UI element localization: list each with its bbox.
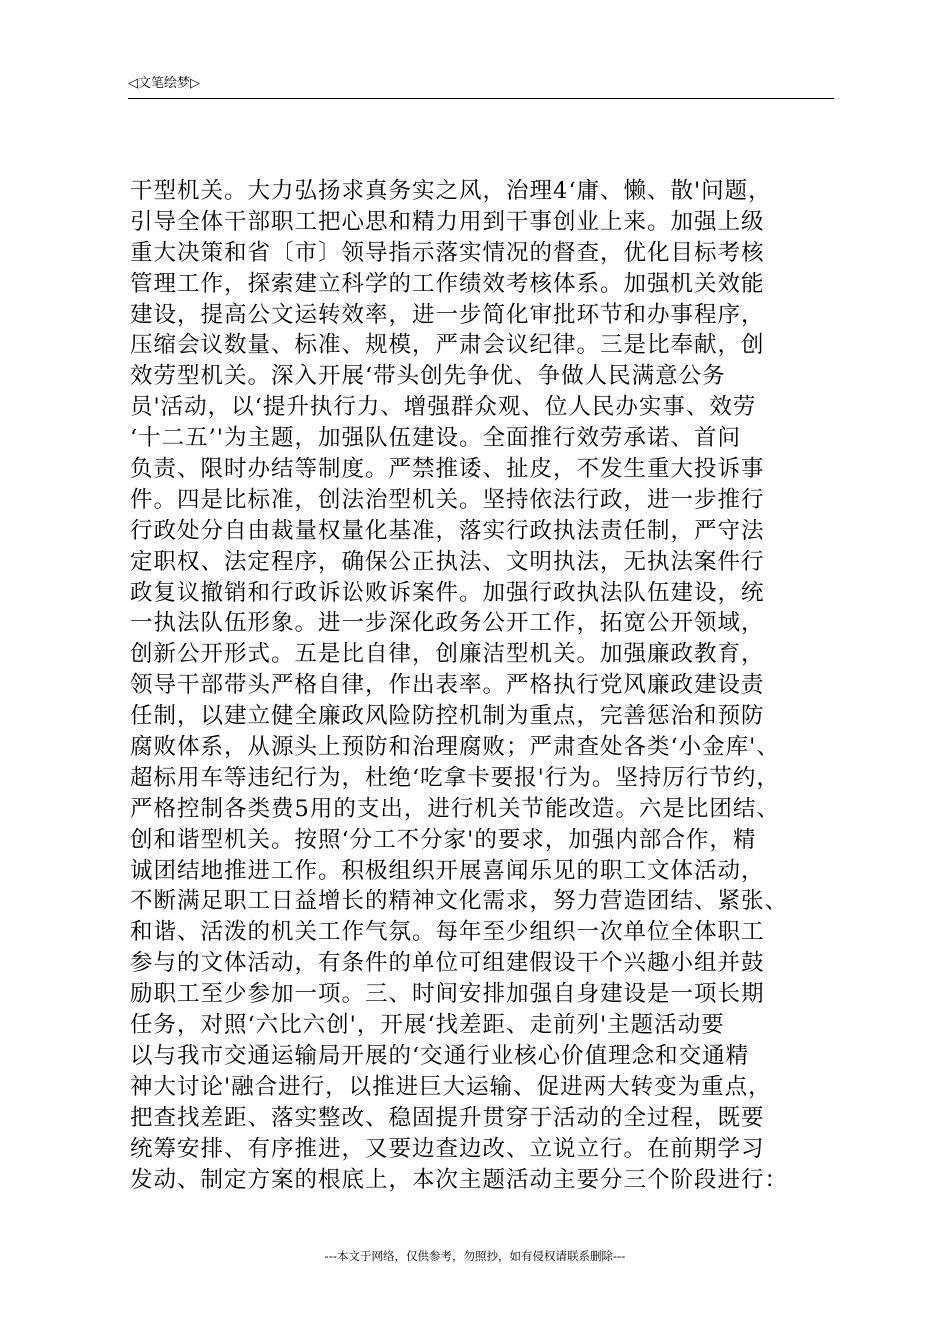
body-line: 件。四是比标准，创法治型机关。坚持依法行政，进一步推行 xyxy=(130,486,765,513)
body-line: 定职权、法定程序，确保公正执法、文明执法，无执法案件行 xyxy=(130,548,765,575)
page-header xyxy=(128,72,834,99)
body-line: 政复议撤销和行政诉讼败诉案件。加强行政执法队伍建设，统 xyxy=(130,579,765,606)
document-body xyxy=(130,176,850,1195)
body-line: 创和谐型机关。按照‘分工不分家'的要求，加强内部合作，精 xyxy=(130,826,757,853)
body-line: 诚团结地推进工作。积极组织开展喜闻乐见的职工文体活动， xyxy=(130,857,765,884)
body-line: 参与的文体活动，有条件的单位可组建假设干个兴趣小组并鼓 xyxy=(130,950,765,977)
page-footer: ---本文于网络，仅供参考，勿照抄，如有侵权请联系删除--- xyxy=(324,1249,626,1263)
body-line: 领导干部带头严格自律，作出表率。严格执行党风廉政建设责 xyxy=(130,672,765,699)
body-line: 任务，对照‘六比六创'，开展‘找差距、走前列'主题活动要 xyxy=(130,1012,725,1039)
body-line: 创新公开形式。五是比自律，创廉洁型机关。加强廉政教育， xyxy=(130,641,765,668)
body-line: 以与我市交通运输局开展的‘交通行业核心价值理念和交通精 xyxy=(130,1042,750,1069)
body-line: 一执法队伍形象。进一步深化政务公开工作，拓宽公开领域， xyxy=(130,610,765,637)
body-line: 腐败体系，从源头上预防和治理腐败；严肃查处各类‘小金库'、 xyxy=(130,734,780,761)
body-line: 引导全体干部职工把心思和精力用到干事创业上来。加强上级 xyxy=(130,208,765,235)
body-line: 重大决策和省〔市〕领导指示落实情况的督查，优化目标考核 xyxy=(130,239,765,266)
body-line: 建设，提高公文运转效率，进一步简化审批环节和办事程序， xyxy=(130,301,765,328)
body-line: 励职工至少参加一项。三、时间安排加强自身建设是一项长期 xyxy=(130,981,765,1008)
header-title: ◁文笔绘梦▷ xyxy=(128,76,200,91)
body-line: 发动、制定方案的根底上，本次主题活动主要分三个阶段进行： xyxy=(130,1166,789,1193)
body-line: 管理工作，探索建立科学的工作绩效考核体系。加强机关效能 xyxy=(130,270,765,297)
body-line: 员'活动，以‘提升执行力、增强群众观、位人民办实事、效劳 xyxy=(130,394,757,421)
body-line: ‘十二五’'为主题，加强队伍建设。全面推行效劳承诺、首问 xyxy=(130,425,741,452)
body-line: 不断满足职工日益增长的精神文化需求，努力营造团结、紧张、 xyxy=(130,888,789,915)
body-line: 效劳型机关。深入开展‘带头创先争优、争做人民满意公务 xyxy=(130,363,726,390)
body-line: 和谐、活泼的机关工作气氛。每年至少组织一次单位全体职工 xyxy=(130,919,765,946)
body-line: 严格控制各类费5用的支出，进行机关节能改造。六是比团结、 xyxy=(130,795,780,822)
body-line: 行政处分自由裁量权量化基准，落实行政执法责任制，严守法 xyxy=(130,517,765,544)
body-line: 压缩会议数量、标准、规模，严肃会议纪律。三是比奉献，创 xyxy=(130,332,765,359)
body-line: 超标用车等违纪行为，杜绝‘吃拿卡要报'行为。坚持厉行节约， xyxy=(130,764,780,791)
body-line: 神大讨论'融合进行，以推进巨大运输、促进两大转变为重点， xyxy=(130,1073,772,1100)
body-line: 任制，以建立健全廉政风险防控机制为重点，完善惩治和预防 xyxy=(130,703,765,730)
body-line: 干型机关。大力弘扬求真务实之风，治理4‘庸、懒、散'问题， xyxy=(130,178,772,204)
body-line: 把查找差距、落实整改、稳固提升贯穿于活动的全过程，既要 xyxy=(130,1104,765,1131)
body-line: 统筹安排、有序推进，又要边查边改、立说立行。在前期学习 xyxy=(130,1135,765,1162)
body-line: 负责、限时办结等制度。严禁推诿、扯皮，不发生重大投诉事 xyxy=(130,456,765,483)
